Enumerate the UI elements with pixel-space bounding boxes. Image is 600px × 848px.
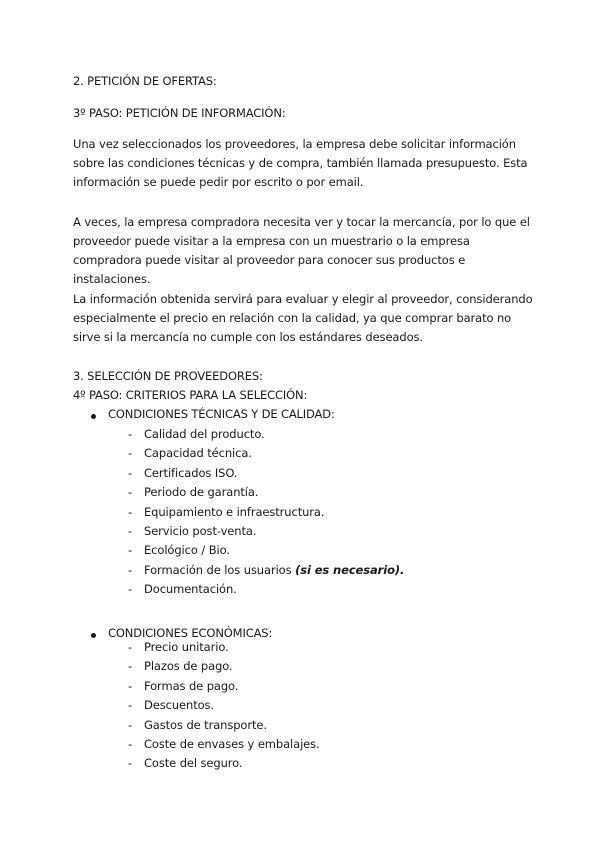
paragraph-visit-supplier: A veces, la empresa compradora necesita ver y tocar la mercancía, por lo que el proveedor puede visitar a la empresa con un muestrario o la empresa compradora puede visitar al proveedor para conocer sus productos e instalaciones. <box>73 215 530 286</box>
list-item: - Equipamiento e infraestructura. <box>128 504 325 519</box>
list-item: - Documentación. <box>128 582 237 597</box>
list-item: - Coste del seguro. <box>128 756 243 771</box>
section-2-heading: 2. PETICIÓN DE OFERTAS: <box>73 74 217 88</box>
step-3-heading: 3º PASO: PETICIÓN DE INFORMACIÓN: <box>73 106 286 120</box>
list-item: - Descuentos. <box>128 698 214 713</box>
economic-conditions-list <box>128 638 320 774</box>
paragraph-evaluate-supplier: La información obtenida servirá para evaluar y elegir al proveedor, considerando especialmente el precio en relación con la calidad, ya que comprar barato no sirve si la mercancía no cumple con los estándares deseados. <box>73 292 533 344</box>
list-item: - Capacidad técnica. <box>128 446 252 461</box>
technical-conditions-list <box>128 425 404 600</box>
list-item: - Precio unitario. <box>128 640 229 654</box>
list-item: - Formación de los usuarios (si es necesario). <box>128 562 405 577</box>
list-item: - Ecológico / Bio. <box>128 543 230 558</box>
bullet-icon <box>91 633 96 638</box>
step-4-heading: 4º PASO: CRITERIOS PARA LA SELECCIÓN: <box>73 388 308 402</box>
bullet-icon <box>91 414 96 419</box>
section-3-heading: 3. SELECCIÓN DE PROVEEDORES: <box>73 369 263 383</box>
list-item: - Gastos de transporte. <box>128 717 267 732</box>
list-item: - Periodo de garantía. <box>128 485 259 500</box>
list-item: - Formas de pago. <box>128 678 239 693</box>
list-item: - Plazos de pago. <box>128 659 233 674</box>
item-note: (si es necesario). <box>295 562 405 577</box>
list-item: - Certificados ISO. <box>128 465 238 480</box>
technical-conditions-title: CONDICIONES TÉCNICAS Y DE CALIDAD: <box>108 407 335 421</box>
paragraph-request-info: Una vez seleccionados los proveedores, la empresa debe solicitar información sobre las condiciones técnicas y de compra, también llamada presupuesto. Esta información se puede pedir por escrito o por email. <box>73 137 528 189</box>
list-item: - Calidad del producto. <box>128 427 265 441</box>
economic-conditions-title: CONDICIONES ECONÓMICAS: <box>108 626 273 640</box>
list-item: - Servicio post-venta. <box>128 523 257 538</box>
list-item: - Coste de envases y embalajes. <box>128 736 320 751</box>
